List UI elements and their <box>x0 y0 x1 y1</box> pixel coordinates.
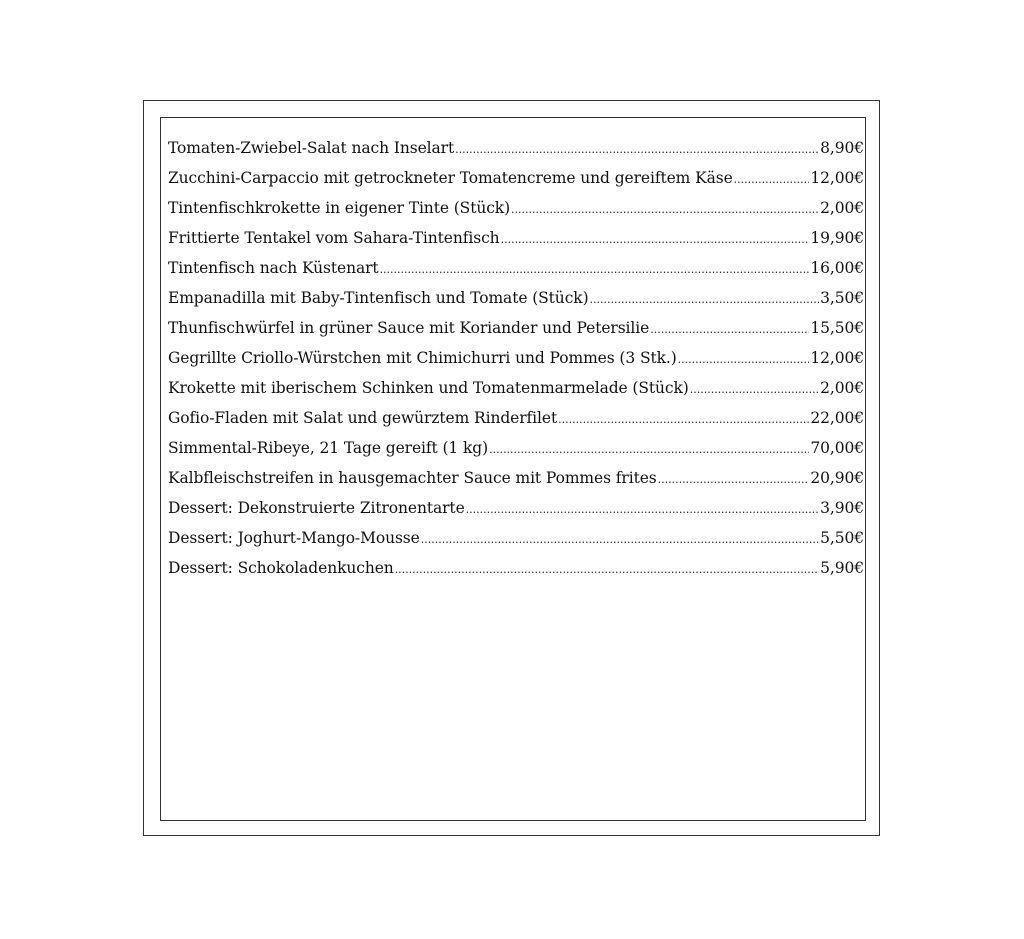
menu-item <box>168 163 864 193</box>
menu-item <box>168 193 864 223</box>
menu-item <box>168 373 864 403</box>
menu-item-price: 3,50€ <box>820 289 864 307</box>
menu-item-name: Krokette mit iberischem Schinken und Tomatenmarmelade (Stück) <box>168 379 689 397</box>
menu-item <box>168 313 864 343</box>
dot-leader <box>489 433 809 465</box>
menu-item-name: Empanadilla mit Baby-Tintenfisch und Tomate (Stück) <box>168 289 589 307</box>
menu-item-name: Gegrillte Criollo-Würstchen mit Chimichurri und Pommes (3 Stk.) <box>168 349 677 367</box>
menu-item <box>168 493 864 523</box>
menu-item-name: Dessert: Joghurt-Mango-Mousse <box>168 529 420 547</box>
menu-item-name: Zucchini-Carpaccio mit getrockneter Tomatencreme und gereiftem Käse <box>168 169 733 187</box>
menu-item-price: 12,00€ <box>810 169 864 187</box>
menu-item-name: Dessert: Dekonstruierte Zitronentarte <box>168 499 465 517</box>
menu-item-name: Tomaten-Zwiebel-Salat nach Inselart <box>168 139 455 157</box>
dot-leader <box>380 253 810 285</box>
menu-item-price: 2,00€ <box>820 379 864 397</box>
dot-leader <box>690 373 819 405</box>
menu-item-price: 8,90€ <box>820 139 864 157</box>
menu-item-name: Thunfischwürfel in grüner Sauce mit Koriander und Petersilie <box>168 319 650 337</box>
dot-leader <box>466 493 819 525</box>
menu-item-name: Tintenfischkrokette in eigener Tinte (Stück) <box>168 199 511 217</box>
menu-item <box>168 463 864 493</box>
menu-item-price: 3,90€ <box>820 499 864 517</box>
dot-leader <box>558 403 809 435</box>
menu-item-price: 70,00€ <box>810 439 864 457</box>
dot-leader <box>734 163 810 195</box>
dot-leader <box>395 553 819 585</box>
menu-item-name: Gofio-Fladen mit Salat und gewürztem Rinderfilet <box>168 409 558 427</box>
dot-leader <box>501 223 810 255</box>
menu-item-name: Tintenfisch nach Küstenart <box>168 259 379 277</box>
menu-item <box>168 133 864 163</box>
menu-item <box>168 223 864 253</box>
menu-item <box>168 343 864 373</box>
menu-item-price: 16,00€ <box>810 259 864 277</box>
menu-item <box>168 283 864 313</box>
dot-leader <box>658 463 810 495</box>
menu-item <box>168 253 864 283</box>
menu-item-name: Simmental-Ribeye, 21 Tage gereift (1 kg) <box>168 439 489 457</box>
menu-item <box>168 523 864 553</box>
menu-item-price: 5,50€ <box>820 529 864 547</box>
menu-item <box>168 403 864 433</box>
dot-leader <box>511 193 819 225</box>
dot-leader <box>421 523 819 555</box>
dot-leader <box>590 283 820 315</box>
menu-item <box>168 433 864 463</box>
menu-item-price: 2,00€ <box>820 199 864 217</box>
menu-item-name: Frittierte Tentakel vom Sahara-Tintenfisch <box>168 229 500 247</box>
menu-item-price: 20,90€ <box>810 469 864 487</box>
menu-item-price: 22,00€ <box>810 409 864 427</box>
dot-leader <box>678 343 810 375</box>
dot-leader <box>455 133 819 165</box>
menu-item-name: Kalbfleischstreifen in hausgemachter Sauce mit Pommes frites <box>168 469 657 487</box>
menu-item <box>168 553 864 583</box>
menu-item-price: 5,90€ <box>820 559 864 577</box>
dot-leader <box>650 313 809 345</box>
menu-item-name: Dessert: Schokoladenkuchen <box>168 559 394 577</box>
menu-list <box>168 133 864 583</box>
menu-item-price: 12,00€ <box>810 349 864 367</box>
menu-item-price: 15,50€ <box>810 319 864 337</box>
menu-item-price: 19,90€ <box>810 229 864 247</box>
